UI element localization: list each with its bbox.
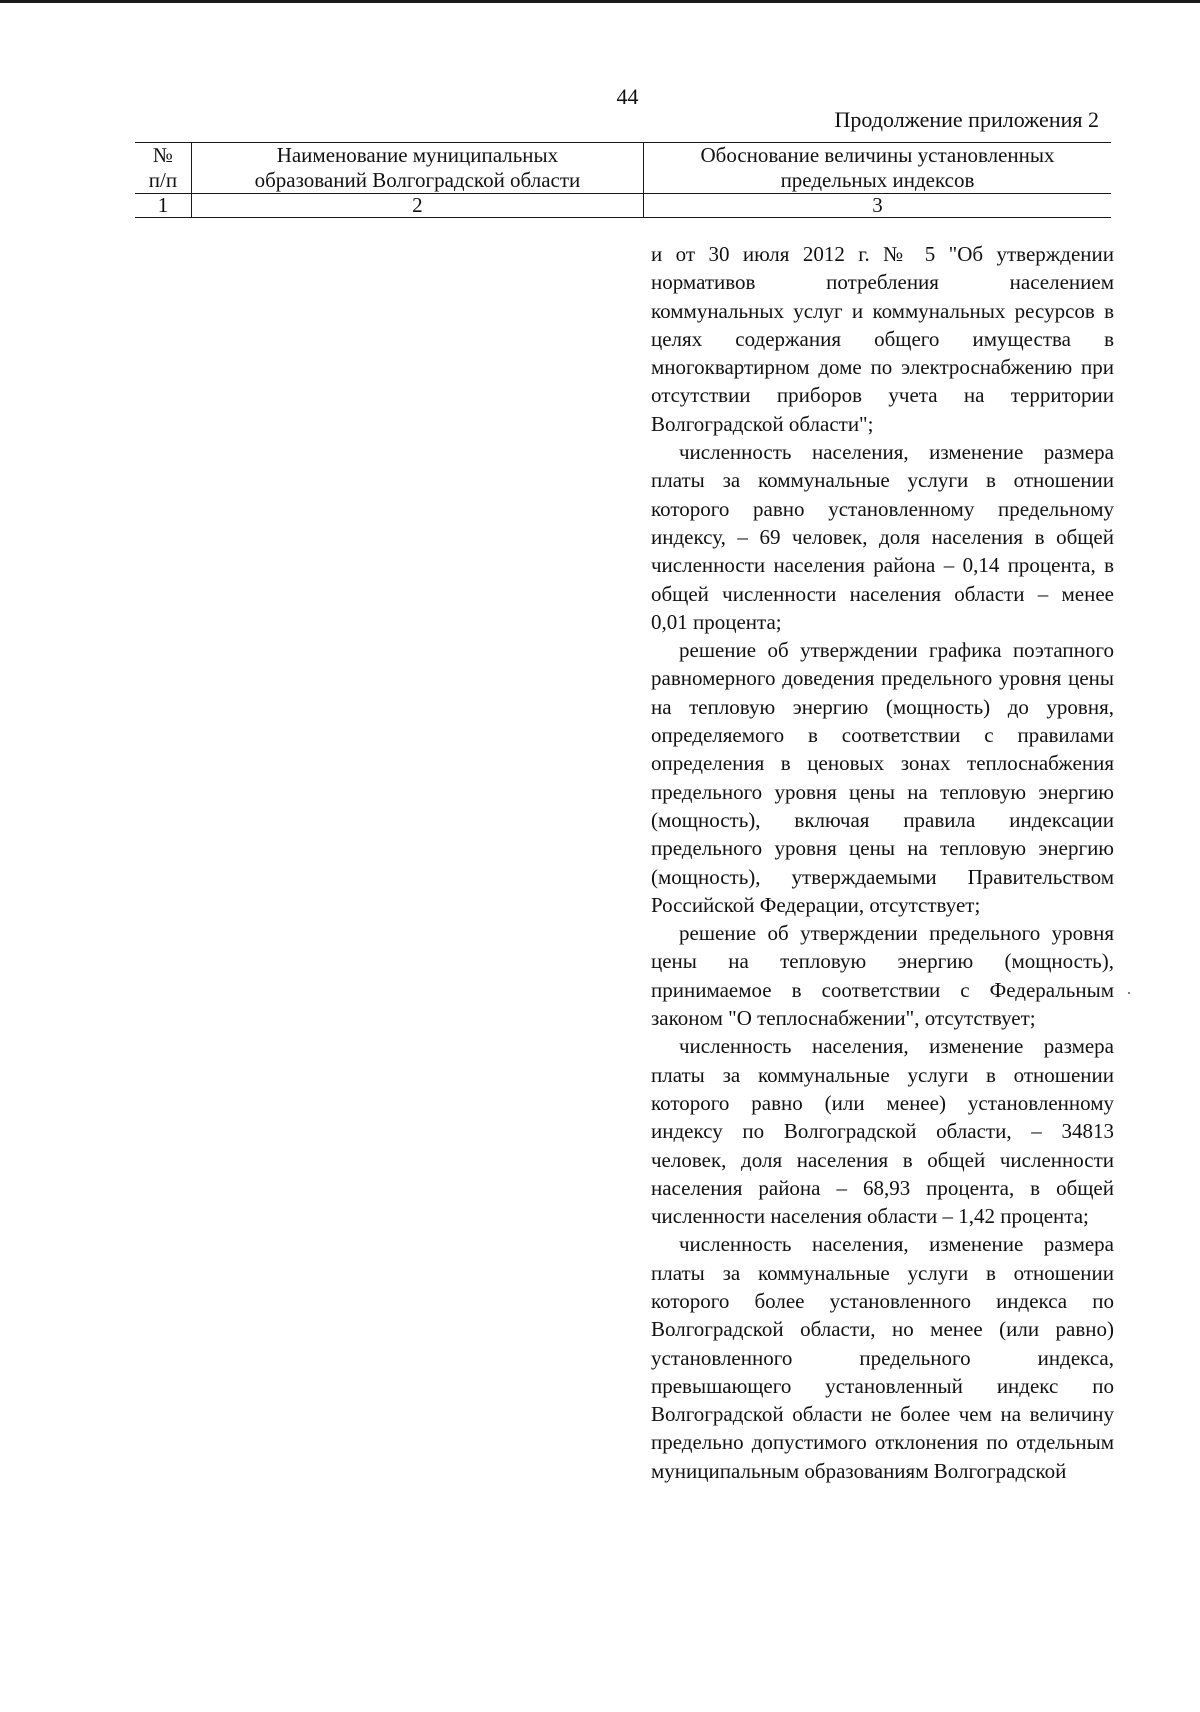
column-number-row bbox=[135, 194, 1111, 218]
table-header-row bbox=[135, 143, 1111, 194]
column-number-3: 3 bbox=[643, 194, 1111, 218]
page-number: 44 bbox=[616, 84, 639, 109]
paragraph: решение об утверждении графика поэтапного равномерного доведения предельного уровня цены на тепловую энергию (мощность) до уровня, определяемого в соответствии с правилами определения в ценовых зонах теплоснабжения предельного уровня цены на тепловую энергию (мощность), включая правила индексации предельного уровня цены на тепловую энергию (мощность), утверждаемыми Правительством Российской Федерации, отсутствует; bbox=[651, 638, 1114, 917]
scan-top-edge bbox=[0, 0, 1200, 3]
scan-speck bbox=[1128, 992, 1130, 994]
justification-text bbox=[651, 240, 1114, 1485]
paragraph: численность населения, изменение размера платы за коммунальные услуги в отношении которого более установленного индекса по Волгоградской области, но менее (или равно) установленного предельного индекса, превышающего установленный индекс по Волгоградской области не более чем на величину предельно допустимого отклонения по отдельным муниципальным образованиям Волгоградской bbox=[651, 1232, 1114, 1483]
table-header bbox=[135, 142, 1111, 218]
column-number-2: 2 bbox=[191, 194, 643, 218]
paragraph: и от 30 июля 2012 г. № 5 "Об утверждении нормативов потребления населением коммунальных услуг и коммунальных ресурсов в целях содержания общего имущества в многоквартирном доме по электроснабжению при отсутствии приборов учета на территории Волгоградской области"; bbox=[651, 242, 1114, 436]
header-cell-justification: Обоснование величины установленных предельных индексов bbox=[643, 143, 1111, 194]
header-cell-number: № п/п bbox=[135, 143, 191, 194]
paragraph: численность населения, изменение размера платы за коммунальные услуги в отношении которого равно установленному предельному индексу, – 69 человек, доля населения в общей численности населения района – 0,14 процента, в общей численности населения области – менее 0,01 процента; bbox=[651, 440, 1114, 634]
column-number-1: 1 bbox=[135, 194, 191, 218]
paragraph: численность населения, изменение размера платы за коммунальные услуги в отношении которого равно (или менее) установленному индексу по Волгоградской области, – 34813 человек, доля населения в общей численности населения района – 68,93 процента, в общей численности населения области – 1,42 процента; bbox=[651, 1034, 1114, 1229]
header-cell-municipality: Наименование муниципальных образований Волгоградской области bbox=[191, 143, 643, 194]
paragraph: решение об утверждении предельного уровня цены на тепловую энергию (мощность), принимаемое в соответствии с Федеральным законом "О теплоснабжении", отсутствует; bbox=[651, 921, 1114, 1031]
continuation-label: Продолжение приложения 2 bbox=[834, 107, 1099, 132]
